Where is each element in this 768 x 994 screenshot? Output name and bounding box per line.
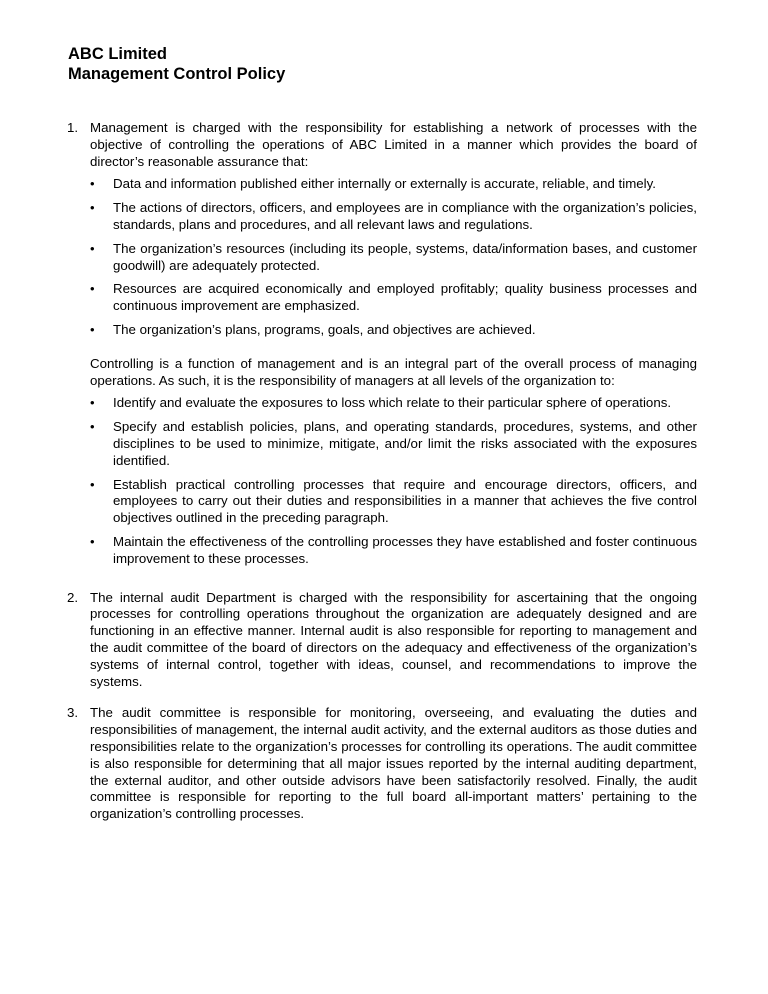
bullet-icon: • (90, 419, 95, 435)
list-item (90, 281, 697, 315)
item-number: 3. (67, 705, 79, 721)
bullet-icon: • (90, 395, 95, 411)
item-content (90, 705, 697, 823)
bullet-text: The actions of directors, officers, and employees are in compliance with the organization’s policies, standards, plans and procedures, and all relevant laws and regulations. (113, 200, 697, 232)
company-name: ABC Limited (68, 45, 167, 63)
item-content (90, 120, 697, 575)
bullet-text: The organization’s resources (including its people, systems, data/information bases, and customer goodwill) are adequately protected. (113, 240, 697, 273)
bullet-text: Establish practical controlling processes that require and encourage directors, officers, and employees to carry out their duties and responsibilities in a manner that achieves the five control objectives outlined in the preceding paragraph. (113, 476, 697, 526)
list-item (90, 322, 697, 339)
bullet-list (90, 176, 697, 338)
bullet-icon: • (90, 321, 95, 337)
list-item (90, 477, 697, 527)
numbered-item-3 (67, 705, 697, 823)
bullet-text: Resources are acquired economically and employed profitably; quality business processes and continuous improvement are emphasized. (113, 281, 697, 314)
item-paragraph: The internal audit Department is charged with the responsibility for ascertaining that the ongoing processes for controlling operations throughout the organization are adequately designed and are functioning in an effective manner. Internal audit is also responsible for reporting to management and the audit committee of the board of directors on the adequacy and effectiveness of the organization’s systems of internal control, together with ideas, counsel, and recommendations to improve the systems. (90, 589, 697, 689)
bullet-icon: • (90, 240, 95, 256)
bullet-text: Maintain the effectiveness of the controlling processes they have established and foster continuous improvement to these processes. (113, 533, 697, 566)
numbered-item-2 (67, 590, 697, 691)
item-number: 1. (67, 120, 79, 135)
numbered-item-1 (67, 120, 697, 575)
list-item (90, 419, 697, 469)
item-content (90, 590, 697, 691)
bullet-text: Identify and evaluate the exposures to loss which relate to their particular sphere of operations. (113, 395, 672, 411)
bullet-icon: • (90, 176, 95, 192)
document-body (67, 120, 697, 823)
sub-paragraph: Controlling is a function of management and is an integral part of the overall process of managing operations. As such, it is the responsibility of managers at all levels of the organization to: (90, 355, 697, 388)
bullet-text: Data and information published either internally or externally is accurate, reliable, and timely. (113, 176, 656, 192)
sub-bullet-list (90, 395, 697, 567)
item-paragraph: The audit committee is responsible for monitoring, overseeing, and evaluating the duties and responsibilities of management, the internal audit activity, and the external auditors as those duties and responsibilities relate to the organization’s processes for controlling its operations. The audit committee is also responsible for determining that all major issues reported by the internal auditing department, the external auditor, and other outside advisors have been satisfactorily resolved. Finally, the audit committee is responsible for reporting to the full board all-important matters’ pertaining to the organization’s controlling processes. (90, 705, 697, 822)
bullet-icon: • (90, 281, 95, 297)
document-title: Management Control Policy (68, 65, 286, 83)
item-number: 2. (67, 589, 79, 605)
bullet-text: The organization’s plans, programs, goals, and objectives are achieved. (113, 321, 536, 337)
bullet-icon: • (90, 200, 95, 216)
bullet-text: Specify and establish policies, plans, and operating standards, procedures, systems, and other disciplines to be used to minimize, mitigate, and/or limit the risks associated with the exposures identified. (113, 419, 697, 468)
bullet-icon: • (90, 533, 95, 549)
list-item (90, 534, 697, 568)
bullet-icon: • (90, 476, 95, 492)
list-item (90, 395, 697, 412)
list-item (90, 241, 697, 275)
list-item (90, 176, 697, 193)
document-heading (68, 44, 285, 84)
item-paragraph: Management is charged with the responsibility for establishing a network of processes with the objective of controlling the operations of ABC Limited in a manner which provides the board of director’s reasonable assurance that: (90, 120, 697, 169)
list-item (90, 200, 697, 234)
